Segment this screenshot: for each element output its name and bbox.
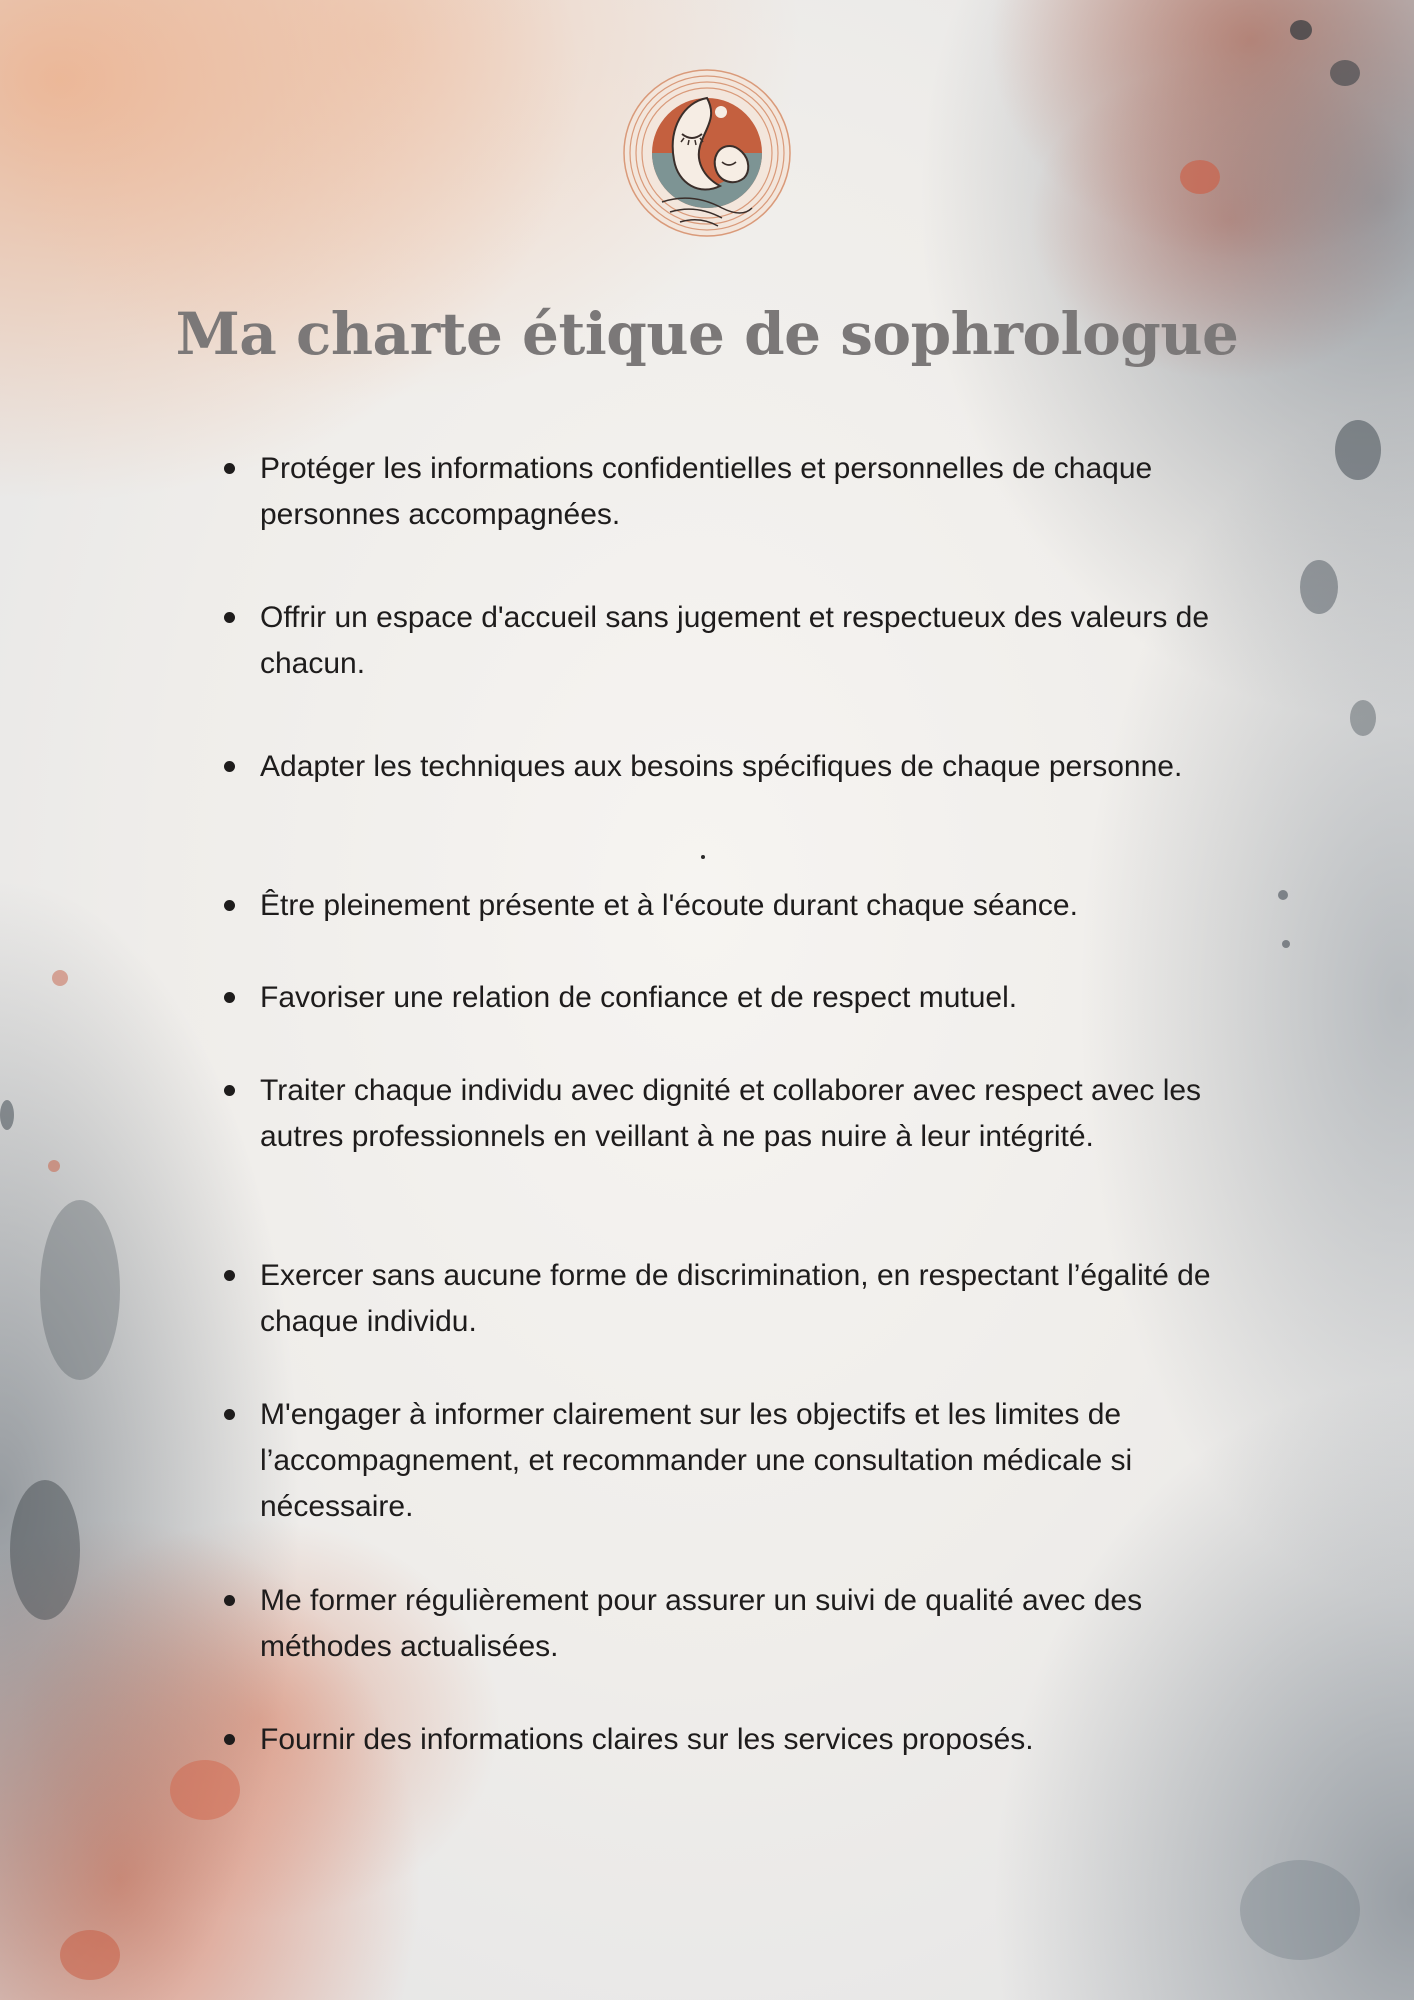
- decor-speck: [60, 1930, 120, 1980]
- list-item: [260, 1578, 1240, 1670]
- bullet-icon: [224, 1595, 235, 1606]
- list-item: [260, 1717, 1240, 1763]
- bullet-icon: [224, 1270, 235, 1281]
- list-item: [260, 1392, 1240, 1530]
- list-item-text: Favoriser une relation de confiance et de respect mutuel.: [260, 981, 1018, 1014]
- list-item: [260, 883, 1240, 929]
- decor-speck: [40, 1200, 120, 1380]
- list-item: [260, 1253, 1240, 1345]
- list-item-text: Fournir des informations claires sur les services proposés.: [260, 1723, 1034, 1756]
- decor-speck: [1335, 420, 1381, 480]
- two-faces-sun-logo-icon: [622, 68, 792, 238]
- decor-speck: [0, 1100, 14, 1130]
- decor-speck: [1240, 1860, 1360, 1960]
- decor-speck: [1300, 560, 1338, 614]
- stray-dot: [701, 855, 705, 859]
- list-item-text: Me former régulièrement pour assurer un suivi de qualité avec des méthodes actualisées.: [260, 1584, 1143, 1663]
- bullet-icon: [224, 1085, 235, 1096]
- decor-speck: [1350, 700, 1376, 736]
- decor-speck: [1282, 940, 1290, 948]
- list-item-text: M'engager à informer clairement sur les objectifs et les limites de l’accompagnement, et recommander une consultation médicale si nécessaire.: [260, 1398, 1133, 1523]
- bullet-icon: [224, 612, 235, 623]
- list-item: [260, 1068, 1240, 1160]
- bullet-icon: [224, 1734, 235, 1745]
- list-item: [260, 595, 1240, 687]
- list-item-text: Offrir un espace d'accueil sans jugement et respectueux des valeurs de chacun.: [260, 601, 1210, 680]
- list-item: [260, 744, 1240, 790]
- page-title: Ma charte étique de sophrologue: [175, 300, 1239, 368]
- decor-speck: [1180, 160, 1220, 194]
- bullet-icon: [224, 1409, 235, 1420]
- bullet-icon: [224, 900, 235, 911]
- decor-speck: [170, 1760, 240, 1820]
- list-item-text: Exercer sans aucune forme de discrimination, en respectant l’égalité de chaque individu.: [260, 1259, 1211, 1338]
- decor-speck: [1278, 890, 1288, 900]
- decor-speck: [10, 1480, 80, 1620]
- list-item: [260, 446, 1240, 538]
- list-item-text: Protéger les informations confidentielles et personnelles de chaque personnes accompagnées.: [260, 452, 1153, 531]
- bullet-icon: [224, 992, 235, 1003]
- decor-speck: [52, 970, 68, 986]
- decor-speck: [48, 1160, 60, 1172]
- bullet-icon: [224, 463, 235, 474]
- list-item-text: Adapter les techniques aux besoins spécifiques de chaque personne.: [260, 750, 1183, 783]
- list-item-text: Traiter chaque individu avec dignité et collaborer avec respect avec les autres professionnels en veillant à ne pas nuire à leur intégrité.: [260, 1074, 1202, 1153]
- decor-speck: [1330, 60, 1360, 86]
- list-item-text: Être pleinement présente et à l'écoute durant chaque séance.: [260, 889, 1078, 922]
- bullet-icon: [224, 761, 235, 772]
- decor-speck: [1290, 20, 1312, 40]
- list-item: [260, 975, 1240, 1021]
